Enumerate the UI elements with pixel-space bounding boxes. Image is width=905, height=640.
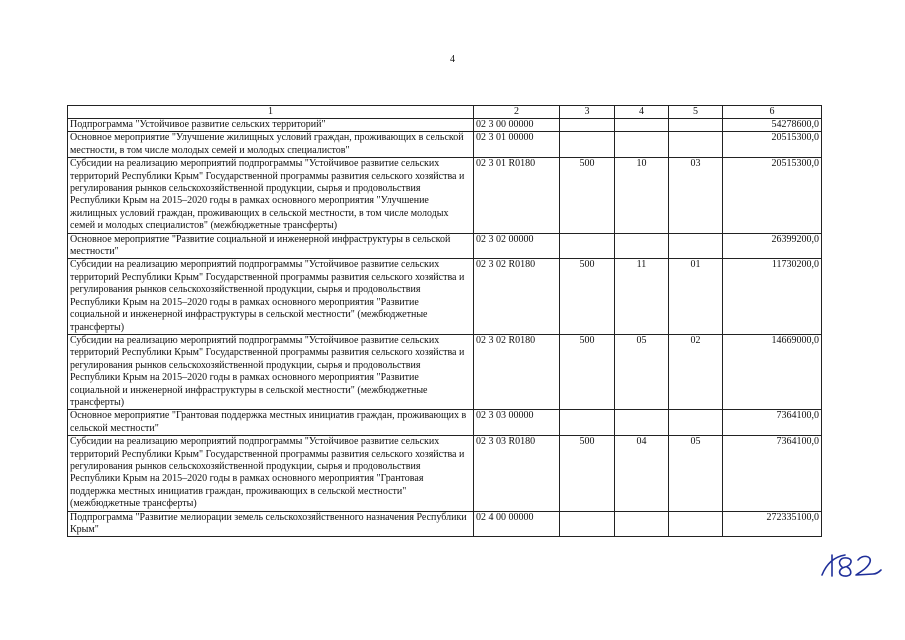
- subsection-cell: [669, 119, 723, 132]
- item-name-cell: Основное мероприятие "Улучшение жилищных условий граждан, проживающих в сельской местности, в том числе молодых семей и молодых специалистов": [68, 132, 474, 158]
- amount-cell: 11730200,0: [723, 259, 822, 334]
- header-cell: 1: [68, 106, 474, 119]
- page-number: 4: [450, 54, 455, 65]
- table-header-row: [68, 106, 822, 119]
- item-name-cell: Субсидии на реализацию мероприятий подпрограммы "Устойчивое развитие сельских территорий Республики Крым" Государственной программы развития сельского хозяйства и регулирования рынков сельскохозяйственной продукции, сырья и продовольствия Республики Крым на 2015–2020 годы в рамках основного мероприятия "Улучшение жилищных условий граждан, проживающих в сельской местности, в том числе молодых семей и молодых специалистов" (межбюджетные трансферты): [68, 158, 474, 233]
- section-cell: [615, 119, 669, 132]
- subsection-cell: [669, 132, 723, 158]
- expense-type-cell: 500: [560, 158, 615, 233]
- section-cell: [615, 410, 669, 436]
- handwritten-signature: [820, 546, 886, 582]
- amount-cell: 7364100,0: [723, 410, 822, 436]
- item-name-cell: Подпрограмма "Развитие мелиорации земель сельскохозяйственного назначения Республики Крым": [68, 511, 474, 537]
- table-row: [68, 259, 822, 334]
- subsection-cell: [669, 233, 723, 259]
- target-code-cell: 02 3 00 00000: [474, 119, 560, 132]
- amount-cell: 26399200,0: [723, 233, 822, 259]
- expense-type-cell: [560, 119, 615, 132]
- target-code-cell: 02 3 01 00000: [474, 132, 560, 158]
- item-name-cell: Основное мероприятие "Развитие социальной и инженерной инфраструктуры в сельской местности": [68, 233, 474, 259]
- subsection-cell: [669, 410, 723, 436]
- expense-type-cell: 500: [560, 259, 615, 334]
- subsection-cell: [669, 511, 723, 537]
- expense-type-cell: 500: [560, 334, 615, 409]
- target-code-cell: 02 3 02 00000: [474, 233, 560, 259]
- amount-cell: 14669000,0: [723, 334, 822, 409]
- table-row: [68, 158, 822, 233]
- table-row: [68, 334, 822, 409]
- expense-type-cell: [560, 132, 615, 158]
- header-cell: 6: [723, 106, 822, 119]
- target-code-cell: 02 4 00 00000: [474, 511, 560, 537]
- subsection-cell: 05: [669, 436, 723, 511]
- target-code-cell: 02 3 01 R0180: [474, 158, 560, 233]
- section-cell: 11: [615, 259, 669, 334]
- item-name-cell: Основное мероприятие "Грантовая поддержка местных инициатив граждан, проживающих в сельской местности": [68, 410, 474, 436]
- header-cell: 4: [615, 106, 669, 119]
- header-cell: 5: [669, 106, 723, 119]
- budget-table: [67, 105, 822, 537]
- table-row: [68, 132, 822, 158]
- amount-cell: 272335100,0: [723, 511, 822, 537]
- subsection-cell: 03: [669, 158, 723, 233]
- item-name-cell: Субсидии на реализацию мероприятий подпрограммы "Устойчивое развитие сельских территорий Республики Крым" Государственной программы развития сельского хозяйства и регулирования рынков сельскохозяйственной продукции, сырья и продовольствия Республики Крым на 2015–2020 годы в рамках основного мероприятия "Развитие социальной и инженерной инфраструктуры в сельской местности" (межбюджетные трансферты): [68, 334, 474, 409]
- table-row: [68, 119, 822, 132]
- item-name-cell: Подпрограмма "Устойчивое развитие сельских территорий": [68, 119, 474, 132]
- section-cell: [615, 233, 669, 259]
- header-cell: 2: [474, 106, 560, 119]
- expense-type-cell: [560, 511, 615, 537]
- expense-type-cell: [560, 410, 615, 436]
- amount-cell: 54278600,0: [723, 119, 822, 132]
- expense-type-cell: 500: [560, 436, 615, 511]
- target-code-cell: 02 3 03 00000: [474, 410, 560, 436]
- target-code-cell: 02 3 03 R0180: [474, 436, 560, 511]
- expense-type-cell: [560, 233, 615, 259]
- table-row: [68, 436, 822, 511]
- section-cell: 04: [615, 436, 669, 511]
- section-cell: 05: [615, 334, 669, 409]
- item-name-cell: Субсидии на реализацию мероприятий подпрограммы "Устойчивое развитие сельских территорий Республики Крым" Государственной программы развития сельского хозяйства и регулирования рынков сельскохозяйственной продукции, сырья и продовольствия Республики Крым на 2015–2020 годы в рамках основного мероприятия "Грантовая поддержка местных инициатив граждан, проживающих в сельской местности" (межбюджетные трансферты): [68, 436, 474, 511]
- header-cell: 3: [560, 106, 615, 119]
- section-cell: [615, 511, 669, 537]
- amount-cell: 20515300,0: [723, 132, 822, 158]
- target-code-cell: 02 3 02 R0180: [474, 334, 560, 409]
- section-cell: [615, 132, 669, 158]
- item-name-cell: Субсидии на реализацию мероприятий подпрограммы "Устойчивое развитие сельских территорий Республики Крым" Государственной программы развития сельского хозяйства и регулирования рынков сельскохозяйственной продукции, сырья и продовольствия Республики Крым на 2015–2020 годы в рамках основного мероприятия "Развитие социальной и инженерной инфраструктуры в сельской местности" (межбюджетные трансферты): [68, 259, 474, 334]
- table-row: [68, 511, 822, 537]
- amount-cell: 20515300,0: [723, 158, 822, 233]
- amount-cell: 7364100,0: [723, 436, 822, 511]
- table-row: [68, 410, 822, 436]
- subsection-cell: 01: [669, 259, 723, 334]
- subsection-cell: 02: [669, 334, 723, 409]
- section-cell: 10: [615, 158, 669, 233]
- table-row: [68, 233, 822, 259]
- target-code-cell: 02 3 02 R0180: [474, 259, 560, 334]
